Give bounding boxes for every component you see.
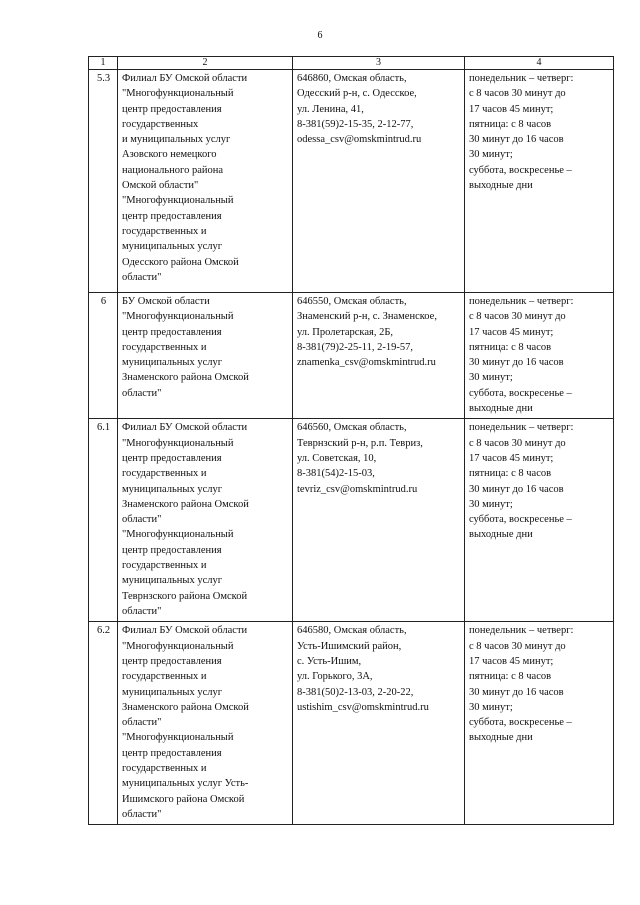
office-name: Филиал БУ Омской области "Многофункциональный центр предоставления государственных и муниципальных услуг Знаменского района Омской области" "Многофункциональный центр предоставления государственных и муниципальных услуг Усть- Ишимского района Омской области" <box>122 625 249 820</box>
column-header-3: 3 <box>293 57 465 70</box>
address-cell <box>293 70 465 293</box>
column-header-4: 4 <box>465 57 614 70</box>
row-number: 6.2 <box>89 622 118 825</box>
hours-cell <box>465 622 614 825</box>
column-header-2: 2 <box>118 57 293 70</box>
page-number: 6 <box>317 30 323 41</box>
hours-cell <box>465 293 614 419</box>
table-row <box>89 70 614 293</box>
office-hours: понедельник – четверг: с 8 часов 30 минут до 17 часов 45 минут; пятница: с 8 часов 30 минут до 16 часов 30 минут; суббота, воскресенье – выходные дни <box>469 422 574 541</box>
office-name: Филиал БУ Омской области "Многофункциональный центр предоставления государственных и муниципальных услуг Азовского немецкого национального района Омской области" "Многофункциональный центр предоставления государственных и муниципальных услуг Одесского района Омской области" <box>122 73 248 283</box>
table-header-row <box>89 57 614 70</box>
office-name-cell <box>118 419 293 622</box>
office-name-cell <box>118 70 293 293</box>
table-row <box>89 293 614 419</box>
office-name: Филиал БУ Омской области "Многофункциональный центр предоставления государственных и муниципальных услуг Знаменского района Омской области" "Многофункциональный центр предоставления государственных и муниципальных услуг Теврнзского района Омской области" <box>122 422 249 617</box>
address-cell <box>293 622 465 825</box>
office-hours: понедельник – четверг: с 8 часов 30 минут до 17 часов 45 минут; пятница: с 8 часов 30 минут до 16 часов 30 минут; суббота, воскресенье – выходные дни <box>469 296 574 415</box>
row-number: 6.1 <box>89 419 118 622</box>
row-number: 5.3 <box>89 70 118 293</box>
office-address: 646560, Омская область, Теврнзский р-н, р.п. Тевриз, ул. Советская, 10, 8-381(54)2-15-03, tevriz_csv@omskmintrud.ru <box>297 422 423 495</box>
table-row <box>89 419 614 622</box>
table-row <box>89 622 614 825</box>
office-name-cell <box>118 622 293 825</box>
office-hours: понедельник – четверг: с 8 часов 30 минут до 17 часов 45 минут; пятница: с 8 часов 30 минут до 16 часов 30 минут; суббота, воскресенье – выходные дни <box>469 625 574 744</box>
offices-table <box>88 56 614 825</box>
row-number: 6 <box>89 293 118 419</box>
office-address: 646580, Омская область, Усть-Ишимский район, с. Усть-Ишим, ул. Горького, 3А, 8-381(50)2-13-03, 2-20-22, ustishim_csv@omskmintrud.ru <box>297 625 429 713</box>
office-hours: понедельник – четверг: с 8 часов 30 минут до 17 часов 45 минут; пятница: с 8 часов 30 минут до 16 часов 30 минут; суббота, воскресенье – выходные дни <box>469 73 574 192</box>
office-address: 646860, Омская область, Одесский р-н, с. Одесское, ул. Ленина, 41, 8-381(59)2-15-35, 2-12-77, odessa_csv@omskmintrud.ru <box>297 73 422 146</box>
office-name-cell <box>118 293 293 419</box>
address-cell <box>293 293 465 419</box>
hours-cell <box>465 70 614 293</box>
hours-cell <box>465 419 614 622</box>
column-header-1: 1 <box>89 57 118 70</box>
address-cell <box>293 419 465 622</box>
office-name: БУ Омской области "Многофункциональный центр предоставления государственных и муниципальных услуг Знаменского района Омской области" <box>122 296 249 399</box>
office-address: 646550, Омская область, Знаменский р-н, с. Знаменское, ул. Пролетарская, 2Б, 8-381(79)2-25-11, 2-19-57, znamenka_csv@omskmintrud.ru <box>297 296 437 369</box>
